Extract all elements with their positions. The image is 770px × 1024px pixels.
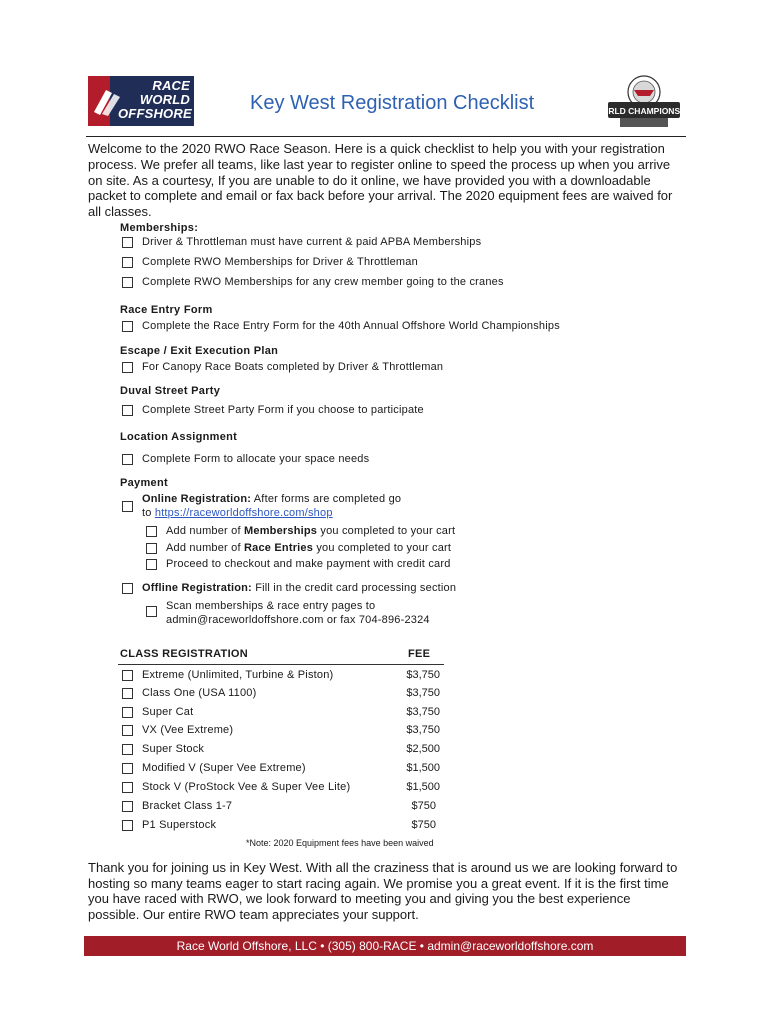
class-fee-p1: $750 [411,819,436,831]
class-name-vx: VX (Vee Extreme) [142,724,234,736]
class-name-super-cat: Super Cat [142,706,194,718]
online-registration-label: Online Registration: [142,493,252,505]
class-fee-vx: $3,750 [406,724,440,736]
race-world-offshore-logo [88,76,194,126]
checkbox-race-entry[interactable] [122,321,133,332]
checkbox-street-party[interactable] [122,405,133,416]
add-memberships-pre: Add number of [166,525,245,537]
checkbox-class-super-stock[interactable] [122,744,133,755]
section-race-entry: Race Entry Form [120,304,213,316]
membership-item-2: Complete RWO Memberships for Driver & Throttleman [142,256,418,268]
class-fee-modified-v: $1,500 [406,762,440,774]
class-name-bracket: Bracket Class 1-7 [142,800,233,812]
fee-header: FEE [408,648,431,660]
world-championship-logo [593,72,695,130]
class-fee-stock-v: $1,500 [406,781,440,793]
checkbox-class-super-cat[interactable] [122,707,133,718]
checkbox-class-stock-v[interactable] [122,782,133,793]
add-race-entries-bold: Race Entries [244,542,314,554]
checkbox-class-extreme[interactable] [122,670,133,681]
section-duval-street-party: Duval Street Party [120,385,221,397]
add-memberships-item [166,525,455,537]
online-registration-line [142,493,401,505]
add-memberships-bold: Memberships [244,525,318,537]
logo-line-2: WORLD [139,92,190,107]
checkbox-online-registration[interactable] [122,501,133,512]
class-fee-super-stock: $2,500 [406,743,440,755]
checkbox-add-memberships[interactable] [146,526,157,537]
checkbox-add-race-entries[interactable] [146,543,157,554]
logo-line-3: OFFSHORE [118,106,192,121]
escape-plan-item: For Canopy Race Boats completed by Driver & Throttleman [142,361,444,373]
class-name-class-one: Class One (USA 1100) [142,687,257,699]
footer-bar [84,936,686,956]
online-registration-link-line [142,507,333,519]
checkbox-class-one[interactable] [122,688,133,699]
checkbox-class-vx[interactable] [122,725,133,736]
section-payment: Payment [120,477,168,489]
class-fee-extreme: $3,750 [406,669,440,681]
class-name-super-stock: Super Stock [142,743,205,755]
footer-contact: Race World Offshore, LLC • (305) 800-RACE • admin@raceworldoffshore.com [176,939,594,953]
checkbox-scan-pages[interactable] [146,606,157,617]
fees-waived-note: *Note: 2020 Equipment fees have been waived [246,838,434,848]
checkout-item: Proceed to checkout and make payment with credit card [166,558,451,570]
class-fee-super-cat: $3,750 [406,706,440,718]
section-escape-plan: Escape / Exit Execution Plan [120,345,279,357]
offline-registration-line [142,582,456,594]
section-memberships: Memberships: [120,222,199,234]
checkbox-checkout[interactable] [146,559,157,570]
add-memberships-post: you completed to your cart [317,525,456,537]
logo-championship-text: WORLD CHAMPIONSHIP [593,106,695,116]
membership-item-1: Driver & Throttleman must have current & paid APBA Memberships [142,236,482,248]
race-entry-item: Complete the Race Entry Form for the 40th Annual Offshore World Championships [142,320,560,332]
offline-registration-label: Offline Registration: [142,582,252,594]
class-fee-class-one: $3,750 [406,687,440,699]
intro-paragraph: Welcome to the 2020 RWO Race Season. Here is a quick checklist to help you with your registration process. We prefer all teams, like last year to register online to speed the process up when you arrive on site. As a courtesy, If you are unable to do it online, we have provided you with a downloadable packet to complete and email or fax back before your arrival. The 2020 equipment fees are waived for all classes. [88,141,673,220]
offline-registration-text: Fill in the credit card processing section [251,582,457,594]
class-name-stock-v: Stock V (ProStock Vee & Super Vee Lite) [142,781,351,793]
checkbox-class-bracket[interactable] [122,801,133,812]
class-name-extreme: Extreme (Unlimited, Turbine & Piston) [142,669,334,681]
checkbox-class-modified-v[interactable] [122,763,133,774]
add-race-entries-item [166,542,451,554]
scan-pages-line-2: admin@raceworldoffshore.com or fax 704-896-2324 [166,614,430,626]
street-party-item: Complete Street Party Form if you choose to participate [142,404,424,416]
scan-pages-line-1: Scan memberships & race entry pages to [166,600,376,612]
checkbox-location[interactable] [122,454,133,465]
online-registration-text: After forms are completed go [251,493,402,505]
checkbox-escape-plan[interactable] [122,362,133,373]
class-registration-header: CLASS REGISTRATION [120,648,249,660]
class-fee-bracket: $750 [411,800,436,812]
closing-paragraph: Thank you for joining us in Key West. With all the craziness that is around us we are looking forward to hosting so many teams eager to start racing again. We promise you a great event. If it is the first time you have raced with RWO, we look forward to meeting you and giving you the best experience possible. Our entire RWO team appreciates your support. [88,860,678,922]
checkbox-membership-2[interactable] [122,257,133,268]
shop-link[interactable]: https://raceworldoffshore.com/shop [154,507,333,519]
class-name-p1: P1 Superstock [142,819,217,831]
logo-line-1: RACE [152,78,190,93]
title-divider [86,136,686,137]
checkbox-membership-3[interactable] [122,277,133,288]
section-location-assignment: Location Assignment [120,431,238,443]
checkbox-offline-registration[interactable] [122,583,133,594]
online-registration-to: to [142,507,155,519]
checkbox-class-p1[interactable] [122,820,133,831]
add-race-entries-pre: Add number of [166,542,245,554]
table-divider [118,664,444,665]
checkbox-membership-1[interactable] [122,237,133,248]
add-race-entries-post: you completed to your cart [313,542,452,554]
membership-item-3: Complete RWO Memberships for any crew member going to the cranes [142,276,504,288]
location-item: Complete Form to allocate your space needs [142,453,370,465]
page-title: Key West Registration Checklist [250,92,535,114]
class-name-modified-v: Modified V (Super Vee Extreme) [142,762,306,774]
